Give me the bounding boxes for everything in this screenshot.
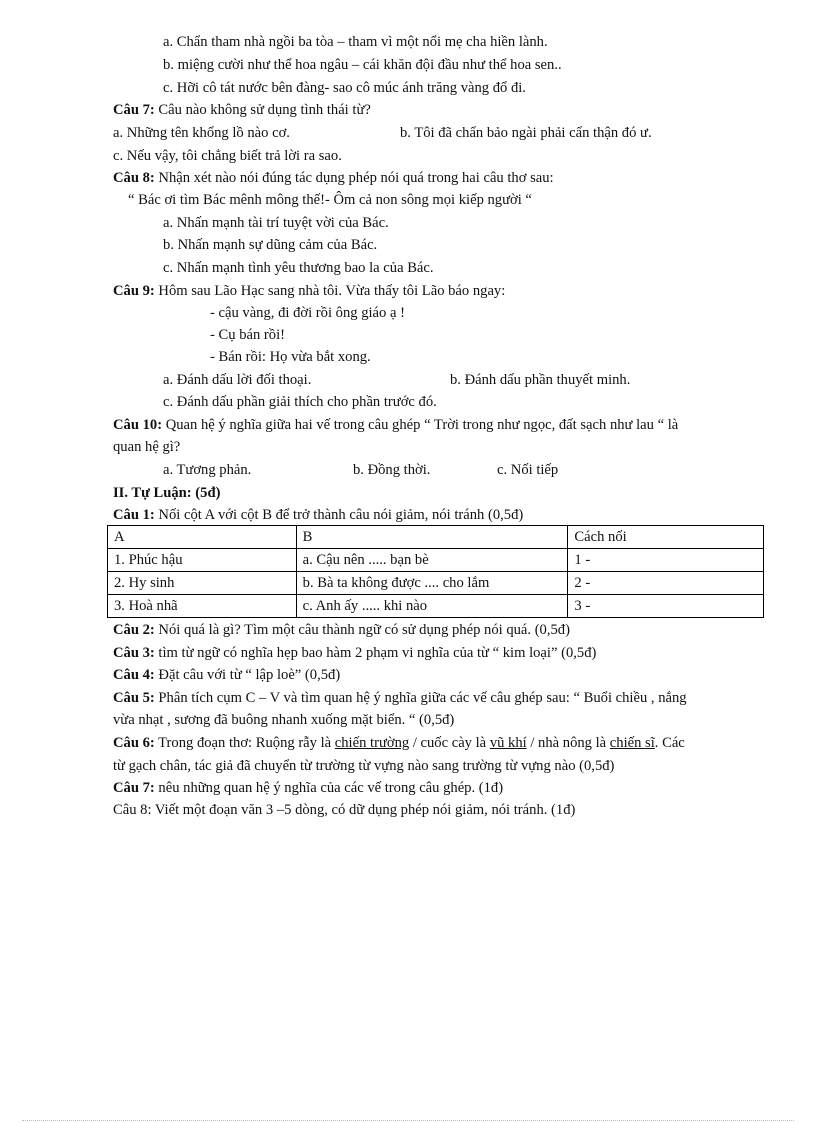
essay-q6-text-4: . Các — [654, 735, 685, 751]
essay-q5-label: Câu 5: — [113, 690, 155, 706]
essay-q2 — [113, 621, 570, 640]
part2-heading: II. Tự Luận: (5đ) — [113, 485, 221, 501]
q8-text: Nhận xét nào nói đúng tác dụng phép nói quá trong hai câu thơ sau: — [158, 170, 554, 186]
q10-label: Câu 10: — [113, 417, 163, 433]
q9-option-b: b. Đánh dấu phần thuyết minh. — [450, 372, 631, 388]
essay-q1-label: Câu 1: — [113, 507, 155, 523]
underlined-word-2: vũ khí — [489, 735, 527, 751]
q8-option-c: c. Nhấn mạnh tình yêu thương bao la của Bác. — [163, 260, 434, 276]
q9-dialogue-1: - cậu vàng, đi đời rồi ông giáo ạ ! — [210, 305, 405, 321]
matching-table — [107, 525, 764, 618]
essay-q6 — [113, 734, 685, 753]
q8-label: Câu 8: — [113, 170, 155, 186]
q9-option-c: c. Đánh dấu phần giải thích cho phần trước đó. — [163, 394, 437, 410]
q6-option-b: b. miệng cười như thể hoa ngâu – cái khăn đội đầu như thể hoa sen.. — [163, 57, 562, 73]
essay-q5-text: Phân tích cụm C – V và tìm quan hệ ý nghĩa giữa các vế câu ghép sau: “ Buổi chiều , nắng — [158, 690, 687, 706]
table-header-cell: A — [108, 526, 297, 549]
q8-option-a: a. Nhấn mạnh tài trí tuyệt vời của Bác. — [163, 215, 389, 231]
q10-question — [113, 416, 678, 435]
q6-option-c: c. Hỡi cô tát nước bên đàng- sao cô múc ánh trăng vàng đổ đi. — [163, 80, 526, 96]
essay-q5 — [113, 689, 687, 708]
underlined-word-3: chiến sĩ — [609, 735, 655, 751]
q9-dialogue-3: - Bán rồi: Họ vừa bắt xong. — [210, 349, 371, 365]
essay-q5-cont: vừa nhạt , sương đã buông nhanh xuống mặt biển. “ (0,5đ) — [113, 712, 455, 728]
q7-question — [113, 101, 371, 120]
essay-q3-text: tìm từ ngữ có nghĩa hẹp bao hàm 2 phạm vi nghĩa của từ “ kim loại” (0,5đ) — [158, 645, 597, 661]
essay-q4 — [113, 666, 340, 685]
essay-q2-text: Nói quá là gì? Tìm một câu thành ngữ có sử dụng phép nói quá. (0,5đ) — [158, 622, 570, 638]
essay-q3 — [113, 644, 596, 663]
table-cell: 1 - — [568, 549, 764, 572]
essay-q7-text: nêu những quan hệ ý nghĩa của các vế trong câu ghép. (1đ) — [158, 780, 504, 796]
q9-question — [113, 282, 505, 301]
essay-q6-text-3: / nhà nông là — [526, 735, 610, 751]
q10-question-cont: quan hệ gì? — [113, 439, 181, 455]
q7-label: Câu 7: — [113, 102, 155, 118]
q8-question — [113, 169, 554, 188]
table-header-cell: Cách nối — [568, 526, 764, 549]
q9-label: Câu 9: — [113, 283, 155, 299]
essay-q4-label: Câu 4: — [113, 667, 155, 683]
q8-option-b: b. Nhấn mạnh sự dũng cảm của Bác. — [163, 237, 378, 253]
essay-q6-text-2: / cuốc cày là — [409, 735, 490, 751]
q8-quote: “ Bác ơi tìm Bác mênh mông thế!- Ôm cả non sông mọi kiếp người “ — [128, 192, 532, 208]
table-cell: 3. Hoà nhã — [108, 595, 297, 618]
table-cell: 3 - — [568, 595, 764, 618]
essay-q6-label: Câu 6: — [113, 735, 155, 751]
essay-q6-cont: từ gạch chân, tác giả đã chuyển từ trường từ vựng nào sang trường từ vựng nào (0,5đ) — [113, 758, 615, 774]
underlined-word-1: chiến trường — [334, 735, 410, 751]
essay-q2-label: Câu 2: — [113, 622, 155, 638]
q7-option-a: a. Những tên khổng lồ nào cơ. — [113, 125, 290, 141]
table-cell: b. Bà ta không được .... cho lắm — [296, 572, 568, 595]
table-header-row — [108, 526, 764, 549]
q6-option-a: a. Chẩn tham nhà ngồi ba tòa – tham vì một nổi mẹ cha hiền lành. — [163, 34, 548, 50]
q7-option-b: b. Tôi đã chẩn bảo ngài phải cẩn thận đó ư. — [400, 125, 652, 141]
q9-option-a: a. Đánh dấu lời đối thoại. — [163, 372, 312, 388]
essay-q3-label: Câu 3: — [113, 645, 155, 661]
table-cell: c. Anh ấy ..... khi nào — [296, 595, 568, 618]
table-header-cell: B — [296, 526, 568, 549]
essay-q6-text-1: Trong đoạn thơ: Ruộng rẫy là — [158, 735, 335, 751]
essay-q7-label: Câu 7: — [113, 780, 155, 796]
page-bottom-divider — [22, 1120, 794, 1121]
table-row — [108, 595, 764, 618]
q10-option-a: a. Tương phản. — [163, 462, 252, 478]
q10-option-c: c. Nối tiếp — [497, 462, 559, 478]
essay-q4-text: Đặt câu với từ “ lập loè” (0,5đ) — [158, 667, 341, 683]
q7-option-c: c. Nếu vậy, tôi chẳng biết trả lời ra sao. — [113, 148, 342, 164]
essay-q1 — [113, 506, 523, 525]
table-cell: 2. Hy sinh — [108, 572, 297, 595]
table-cell: a. Cậu nên ..... bạn bè — [296, 549, 568, 572]
essay-q7 — [113, 779, 503, 798]
table-cell: 2 - — [568, 572, 764, 595]
table-row — [108, 549, 764, 572]
essay-q8: Câu 8: Viết một đoạn văn 3 –5 dòng, có dữ dụng phép nói giảm, nói tránh. (1đ) — [113, 802, 576, 818]
q7-text: Câu nào không sử dụng tình thái từ? — [158, 102, 371, 118]
q10-text: Quan hệ ý nghĩa giữa hai vế trong câu ghép “ Trời trong như ngọc, đất sạch như lau “ là — [165, 417, 679, 433]
q9-text: Hôm sau Lão Hạc sang nhà tôi. Vừa thấy tôi Lão báo ngay: — [158, 283, 506, 299]
q9-dialogue-2: - Cụ bán rồi! — [210, 327, 285, 343]
essay-q1-text: Nối cột A với cột B để trở thành câu nói giảm, nói tránh (0,5đ) — [158, 507, 524, 523]
table-cell: 1. Phúc hậu — [108, 549, 297, 572]
table-row — [108, 572, 764, 595]
q10-option-b: b. Đồng thời. — [353, 462, 431, 478]
